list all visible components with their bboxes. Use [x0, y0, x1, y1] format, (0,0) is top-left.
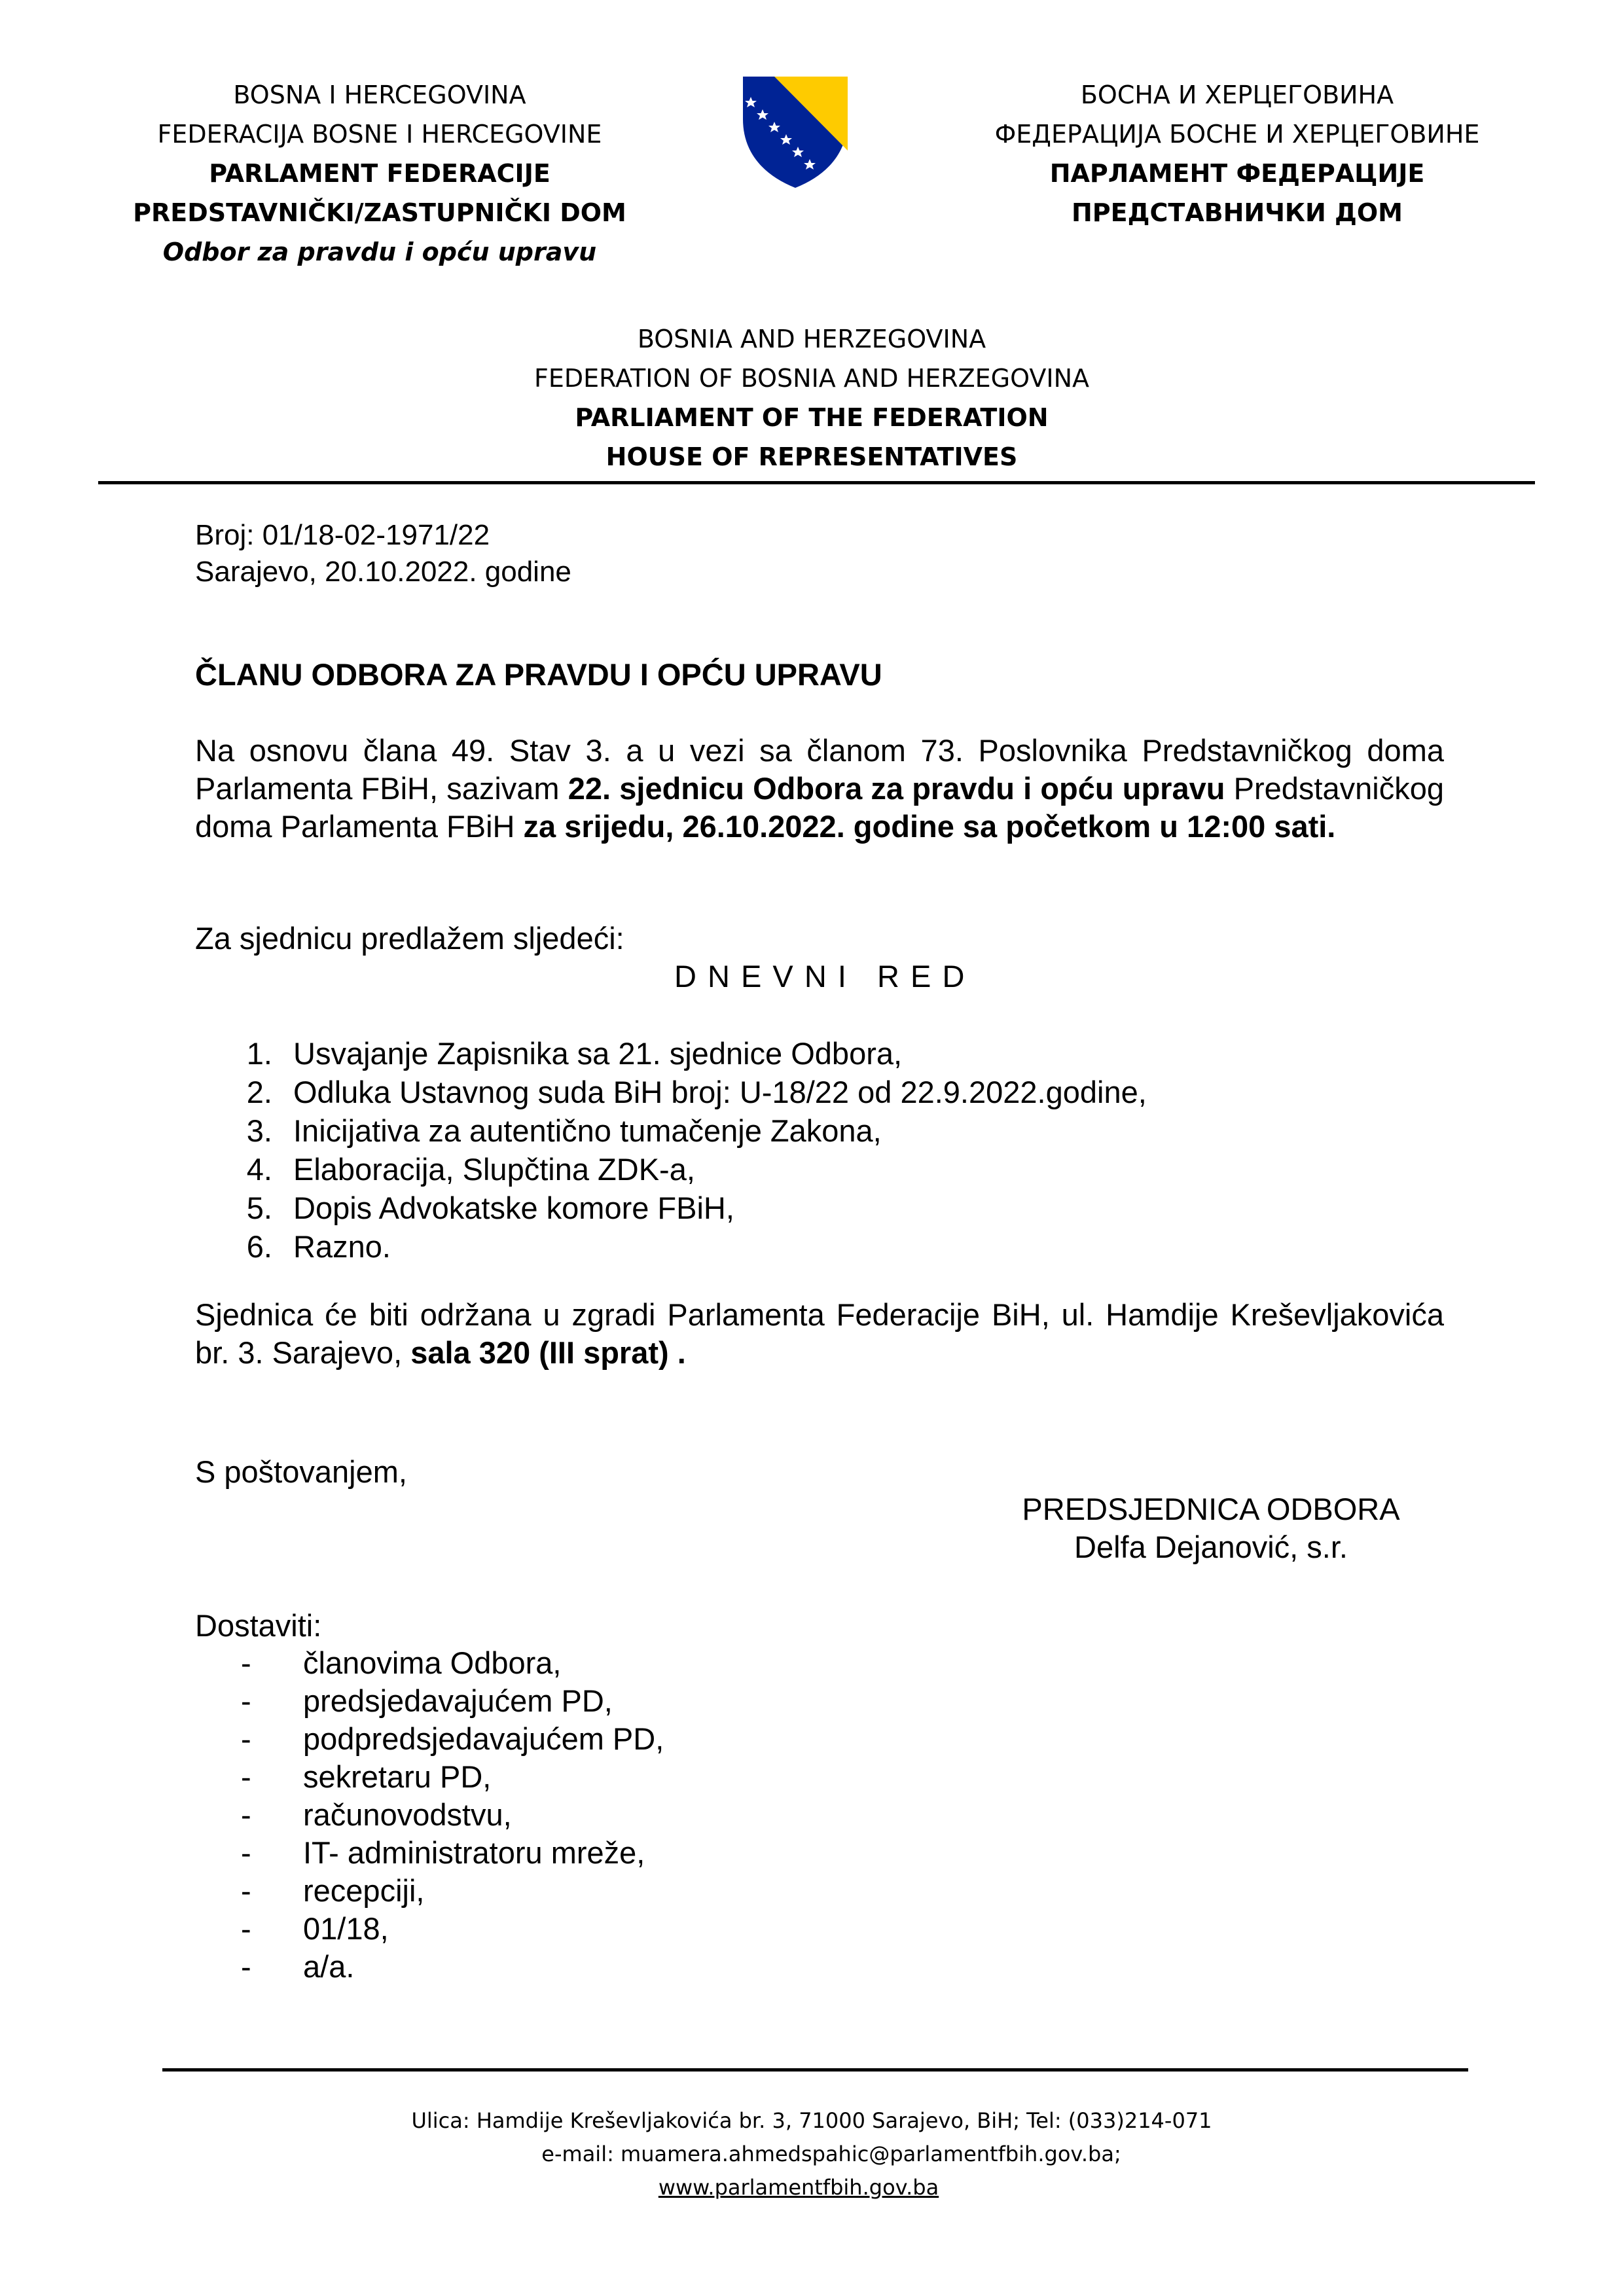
agenda-title: D N E V N I R E D: [674, 959, 966, 994]
header-left-parliament: PARLAMENT FEDERACIJE: [209, 159, 550, 188]
intro-session: 22. sjednicu Odbora za pravdu i opću upravu: [568, 771, 1225, 806]
header-right-federation: ФЕДЕРАЦИЈА БОСНЕ И ХЕРЦЕГОВИНЕ: [994, 120, 1480, 149]
header-left-country: BOSNA I HERCEGOVINA: [233, 81, 526, 109]
distribution-item-text: a/a.: [303, 1949, 355, 1984]
distribution-title: Dostaviti:: [195, 1608, 322, 1643]
distribution-item-text: članovima Odbora,: [303, 1645, 562, 1680]
header-right-house: ПРЕДСТАВНИЧКИ ДОМ: [1071, 198, 1403, 227]
header-divider: [98, 481, 1535, 484]
agenda-item: [195, 1227, 1439, 1266]
distribution-item-text: računovodstvu,: [303, 1797, 512, 1832]
reference-block: [195, 517, 571, 590]
header-center-country: BOSNIA AND HERZEGOVINA: [637, 325, 986, 353]
footer-block: [327, 2104, 1296, 2204]
agenda-item-number: 2.: [246, 1075, 272, 1109]
agenda-item: [195, 1150, 1439, 1189]
header-left-house: PREDSTAVNIČKI/ZASTUPNIČKI DOM: [133, 198, 626, 227]
distribution-item: - 01/18,: [241, 1911, 389, 1946]
footer-email: e-mail: muamera.ahmedspahic@parlamentfbih.gov.ba;: [541, 2142, 1121, 2166]
agenda-list-block: [195, 1034, 1439, 1266]
reference-number: Broj: 01/18-02-1971/22: [195, 519, 490, 551]
reference-place-date: Sarajevo, 20.10.2022. godine: [195, 556, 571, 588]
agenda-item-number: 4.: [246, 1152, 272, 1187]
distribution-item: - recepciji,: [241, 1873, 425, 1908]
header-right-country: БОСНА И ХЕРЦЕГОВИНА: [1080, 81, 1394, 109]
header-left-committee: Odbor za pravdu i opću upravu: [162, 238, 597, 266]
distribution-list-block: [195, 1644, 1111, 1986]
agenda-item: [195, 1189, 1439, 1227]
header-center-federation: FEDERATION OF BOSNIA AND HERZEGOVINA: [534, 364, 1089, 393]
distribution-item-text: recepciji,: [303, 1873, 425, 1908]
footer-divider: [162, 2068, 1468, 2072]
signature-block: [936, 1490, 1486, 1566]
addressee-heading: ČLANU ODBORA ZA PRAVDU I OPĆU UPRAVU: [195, 657, 882, 692]
location-paragraph: [195, 1296, 1444, 1372]
signature-title: PREDSJEDNICA ODBORA: [1022, 1492, 1400, 1526]
distribution-item: - a/a.: [241, 1949, 355, 1984]
distribution-list: [195, 1644, 1111, 1986]
location-room: sala 320 (III sprat) .: [410, 1335, 686, 1370]
agenda-list: [195, 1034, 1439, 1266]
footer-address: Ulica: Hamdije Kreševljakovića br. 3, 71000 Sarajevo, BiH; Tel: (033)214-071: [411, 2108, 1212, 2133]
signature-name: Delfa Dejanović, s.r.: [1074, 1530, 1348, 1564]
header-center-house: HOUSE OF REPRESENTATIVES: [605, 442, 1018, 471]
closing-salutation: S poštovanjem,: [195, 1454, 407, 1489]
distribution-item-text: podpredsjedavajućem PD,: [303, 1721, 664, 1756]
coat-of-arms-icon: [736, 73, 854, 191]
header-right-block: [969, 75, 1506, 232]
distribution-item-text: predsjedavajućem PD,: [303, 1683, 613, 1718]
intro-text-1: Na osnovu člana 49. Stav 3. a u vezi sa članom 73. Poslovnika Predstavničkog doma Parlamenta FBiH, sazivam: [195, 733, 1444, 806]
agenda-intro: Za sjednicu predlažem sljedeći:: [195, 921, 624, 956]
distribution-item-text: 01/18,: [303, 1911, 389, 1946]
header-center-parliament: PARLIAMENT OF THE FEDERATION: [575, 403, 1049, 432]
footer-website-link[interactable]: www.parlamentfbih.gov.ba: [658, 2175, 939, 2200]
header-center-block: [419, 319, 1204, 476]
agenda-item-number: 5.: [246, 1191, 272, 1225]
distribution-item: - podpredsjedavajućem PD,: [241, 1721, 664, 1756]
header-left-federation: FEDERACIJA BOSNE I HERCEGOVINE: [157, 120, 602, 149]
agenda-item: [195, 1073, 1439, 1111]
agenda-item-text: Inicijativa za autentično tumačenje Zakona,: [293, 1113, 882, 1148]
distribution-item: - računovodstvu,: [241, 1797, 512, 1832]
distribution-item: - sekretaru PD,: [241, 1759, 492, 1794]
agenda-item-text: Dopis Advokatske komore FBiH,: [293, 1191, 734, 1225]
agenda-item-text: Elaboracija, Slupčtina ZDK-a,: [293, 1152, 695, 1187]
location-text: Sjednica će biti održana u zgradi Parlamenta Federacije BiH, ul. Hamdije Kreševljakovića br. 3. Sarajevo,: [195, 1297, 1444, 1370]
header-left-block: [118, 75, 641, 272]
agenda-item-text: Usvajanje Zapisnika sa 21. sjednice Odbora,: [293, 1036, 903, 1071]
agenda-item-number: 3.: [246, 1113, 272, 1148]
distribution-item-text: IT- administratoru mreže,: [303, 1835, 645, 1870]
agenda-item-number: 1.: [246, 1036, 272, 1071]
intro-paragraph: [195, 732, 1444, 846]
header-right-parliament: ПАРЛАМЕНТ ФЕДЕРАЦИЈЕ: [1049, 159, 1425, 188]
agenda-item-number: 6.: [246, 1229, 272, 1264]
distribution-item: - članovima Odbora,: [241, 1645, 562, 1680]
intro-text-2: Predstavničkog doma Parlamenta FBiH: [195, 771, 1444, 844]
agenda-item: [195, 1034, 1439, 1073]
intro-date-time: za srijedu, 26.10.2022. godine sa početkom u 12:00 sati.: [523, 809, 1336, 844]
distribution-item: - predsjedavajućem PD,: [241, 1683, 613, 1718]
distribution-item-text: sekretaru PD,: [303, 1759, 492, 1794]
agenda-item-text: Odluka Ustavnog suda BiH broj: U-18/22 od 22.9.2022.godine,: [293, 1075, 1147, 1109]
agenda-item-text: Razno.: [293, 1229, 391, 1264]
agenda-item: [195, 1111, 1439, 1150]
distribution-item: - IT- administratoru mreže,: [241, 1835, 645, 1870]
